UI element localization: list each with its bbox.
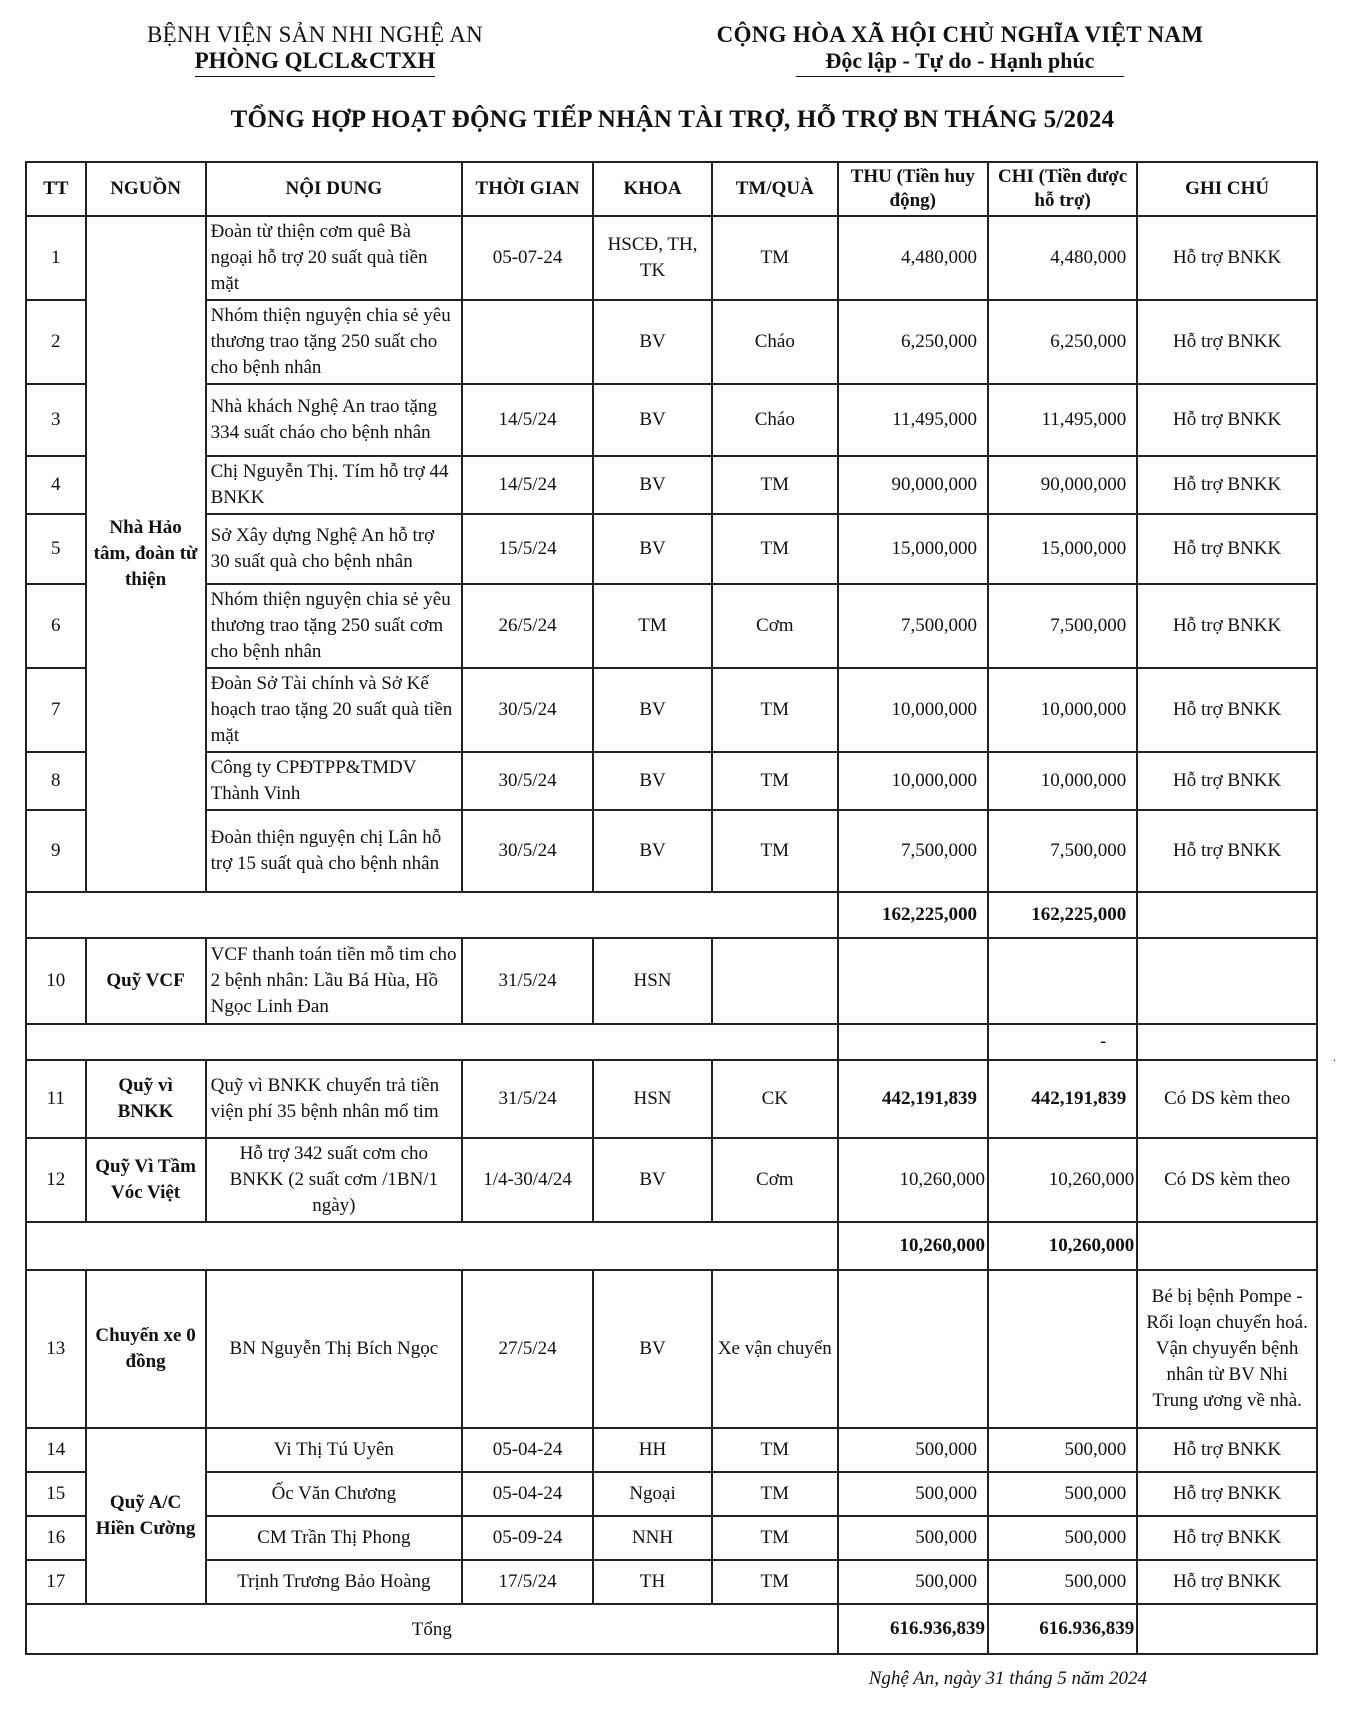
cell-tmqua: TM <box>712 752 838 810</box>
cell-chi: 500,000 <box>988 1560 1137 1604</box>
cell-chi: 7,500,000 <box>988 584 1137 668</box>
subtotal-spacer <box>26 892 838 938</box>
cell-thu: 10,000,000 <box>838 752 988 810</box>
cell-noidung: Đoàn Sở Tài chính và Sở Kế hoạch trao tặng 20 suất quà tiền mặt <box>206 668 462 752</box>
table-row <box>26 584 1317 668</box>
cell-tt: 15 <box>26 1472 86 1516</box>
cell-thu: 500,000 <box>838 1560 988 1604</box>
table-row <box>26 1428 1317 1472</box>
cell-noidung: Công ty CPĐTPP&TMDV Thành Vinh <box>206 752 462 810</box>
cell-thoigian: 27/5/24 <box>462 1270 593 1428</box>
cell-thoigian: 31/5/24 <box>462 1060 593 1138</box>
cell-ghichu: Hỗ trợ BNKK <box>1137 1516 1317 1560</box>
cell-khoa: TM <box>593 584 712 668</box>
cell-chi: 500,000 <box>988 1472 1137 1516</box>
cell-thoigian: 26/5/24 <box>462 584 593 668</box>
state-header <box>690 22 1230 77</box>
subtotal-row <box>26 892 1317 938</box>
cell-thoigian: 14/5/24 <box>462 456 593 514</box>
subtotal-note <box>1137 1222 1317 1270</box>
subtotal-note <box>1137 1024 1317 1060</box>
total-label: Tổng <box>26 1604 838 1654</box>
cell-noidung: Ốc Văn Chương <box>206 1472 462 1516</box>
cell-ghichu: Hỗ trợ BNKK <box>1137 810 1317 892</box>
cell-chi: 90,000,000 <box>988 456 1137 514</box>
cell-chi: 500,000 <box>988 1516 1137 1560</box>
cell-noidung: Chị Nguyễn Thị. Tím hỗ trợ 44 BNKK <box>206 456 462 514</box>
cell-tt: 6 <box>26 584 86 668</box>
cell-chi: 442,191,839 <box>988 1060 1137 1138</box>
table-row <box>26 1472 1317 1516</box>
cell-tt: 11 <box>26 1060 86 1138</box>
table-row <box>26 456 1317 514</box>
cell-chi <box>988 1270 1137 1428</box>
col-header-tt: TT <box>26 162 86 216</box>
cell-chi: 500,000 <box>988 1428 1137 1472</box>
cell-tt: 9 <box>26 810 86 892</box>
sponsorship-table <box>25 161 1318 1655</box>
subtotal-chi: 162,225,000 <box>988 892 1137 938</box>
cell-tt: 3 <box>26 384 86 456</box>
cell-khoa: BV <box>593 456 712 514</box>
cell-thu: 4,480,000 <box>838 216 988 300</box>
org-header <box>120 22 510 77</box>
cell-khoa: BV <box>593 1270 712 1428</box>
col-header-khoa: KHOA <box>593 162 712 216</box>
cell-thoigian: 05-04-24 <box>462 1472 593 1516</box>
table-row <box>26 384 1317 456</box>
cell-chi: 6,250,000 <box>988 300 1137 384</box>
col-header-noidung: NỘI DUNG <box>206 162 462 216</box>
table-row <box>26 810 1317 892</box>
subtotal-spacer <box>26 1222 838 1270</box>
cell-ghichu: Có DS kèm theo <box>1137 1138 1317 1222</box>
cell-khoa: TH <box>593 1560 712 1604</box>
cell-ghichu: Hỗ trợ BNKK <box>1137 1428 1317 1472</box>
subtotal-spacer <box>26 1024 838 1060</box>
cell-noidung: Nhóm thiện nguyện chia sẻ yêu thương trao tặng 250 suất cơm cho bệnh nhân <box>206 584 462 668</box>
cell-khoa: HSCĐ, TH, TK <box>593 216 712 300</box>
subtotal-note <box>1137 892 1317 938</box>
cell-ghichu: Hỗ trợ BNKK <box>1137 668 1317 752</box>
cell-thoigian: 30/5/24 <box>462 810 593 892</box>
cell-thu: 6,250,000 <box>838 300 988 384</box>
cell-noidung: Vi Thị Tú Uyên <box>206 1428 462 1472</box>
table-row <box>26 938 1317 1024</box>
cell-thu <box>838 1270 988 1428</box>
table-row <box>26 1060 1317 1138</box>
source-group-philanthropists: Nhà Hảo tâm, đoàn từ thiện <box>86 216 206 892</box>
table-row <box>26 668 1317 752</box>
source-group-bnkk-fund: Quỹ vì BNKK <box>86 1060 206 1138</box>
cell-tmqua: TM <box>712 668 838 752</box>
subtotal-row <box>26 1024 1317 1060</box>
cell-thu: 10,000,000 <box>838 668 988 752</box>
col-header-tmqua: TM/QUÀ <box>712 162 838 216</box>
cell-ghichu: Hỗ trợ BNKK <box>1137 1472 1317 1516</box>
cell-tt: 13 <box>26 1270 86 1428</box>
hospital-name: BỆNH VIỆN SẢN NHI NGHỆ AN <box>146 22 484 47</box>
table-row <box>26 752 1317 810</box>
table-row <box>26 514 1317 584</box>
cell-thu: 442,191,839 <box>838 1060 988 1138</box>
cell-khoa: HH <box>593 1428 712 1472</box>
total-chi: 616.936,839 <box>988 1604 1137 1654</box>
cell-noidung: VCF thanh toán tiền mỗ tim cho 2 bệnh nhân: Lầu Bá Hùa, Hồ Ngọc Linh Đan <box>206 938 462 1024</box>
state-motto: Độc lập - Tự do - Hạnh phúc <box>796 48 1125 77</box>
cell-ghichu: Hỗ trợ BNKK <box>1137 584 1317 668</box>
cell-chi: 10,000,000 <box>988 752 1137 810</box>
cell-noidung: BN Nguyễn Thị Bích Ngọc <box>206 1270 462 1428</box>
cell-khoa: BV <box>593 514 712 584</box>
cell-tmqua: CK <box>712 1060 838 1138</box>
cell-noidung: Hỗ trợ 342 suất cơm cho BNKK (2 suất cơm /1BN/1 ngày) <box>206 1138 462 1222</box>
cell-khoa: BV <box>593 810 712 892</box>
cell-thu: 90,000,000 <box>838 456 988 514</box>
cell-tmqua: TM <box>712 1560 838 1604</box>
source-group-vcf: Quỹ VCF <box>86 938 206 1024</box>
cell-noidung: Đoàn từ thiện cơm quê Bà ngoại hỗ trợ 20 suất quà tiền mặt <box>206 216 462 300</box>
source-group-zero-dong-ride: Chuyến xe 0 đồng <box>86 1270 206 1428</box>
cell-thoigian: 05-07-24 <box>462 216 593 300</box>
cell-ghichu: Có DS kèm theo <box>1137 1060 1317 1138</box>
table-row <box>26 300 1317 384</box>
col-header-chi: CHI (Tiền được hỗ trợ) <box>988 162 1137 216</box>
cell-noidung: Nhà khách Nghệ An trao tặng 334 suất cháo cho bệnh nhân <box>206 384 462 456</box>
cell-thoigian: 05-09-24 <box>462 1516 593 1560</box>
cell-thu: 500,000 <box>838 1472 988 1516</box>
cell-tt: 12 <box>26 1138 86 1222</box>
cell-khoa: BV <box>593 384 712 456</box>
cell-chi: 11,495,000 <box>988 384 1137 456</box>
cell-chi: 10,260,000 <box>988 1138 1137 1222</box>
cell-thu: 11,495,000 <box>838 384 988 456</box>
cell-thu: 500,000 <box>838 1516 988 1560</box>
table-row <box>26 216 1317 300</box>
cell-ghichu: Hỗ trợ BNKK <box>1137 456 1317 514</box>
subtotal-thu <box>838 1024 988 1060</box>
cell-tmqua: Cháo <box>712 300 838 384</box>
cell-thu: 7,500,000 <box>838 584 988 668</box>
cell-tt: 4 <box>26 456 86 514</box>
cell-noidung: CM Trần Thị Phong <box>206 1516 462 1560</box>
cell-chi: 15,000,000 <box>988 514 1137 584</box>
subtotal-row <box>26 1222 1317 1270</box>
cell-thu <box>838 938 988 1024</box>
cell-tmqua: TM <box>712 1516 838 1560</box>
col-header-thu: THU (Tiền huy động) <box>838 162 988 216</box>
cell-tt: 17 <box>26 1560 86 1604</box>
cell-tmqua: TM <box>712 514 838 584</box>
source-group-tam-voc-viet: Quỹ Vì Tầm Vóc Việt <box>86 1138 206 1222</box>
cell-tt: 7 <box>26 668 86 752</box>
source-group-hien-cuong: Quỹ A/C Hiền Cường <box>86 1428 206 1604</box>
cell-tmqua: TM <box>712 1472 838 1516</box>
cell-khoa: BV <box>593 300 712 384</box>
col-header-nguon: NGUỒN <box>86 162 206 216</box>
cell-thu: 15,000,000 <box>838 514 988 584</box>
cell-noidung: Nhóm thiện nguyện chia sẻ yêu thương trao tặng 250 suất cho cho bệnh nhân <box>206 300 462 384</box>
cell-ghichu: Hỗ trợ BNKK <box>1137 216 1317 300</box>
cell-tt: 16 <box>26 1516 86 1560</box>
col-header-thoigian: THỜI GIAN <box>462 162 593 216</box>
table-row <box>26 1516 1317 1560</box>
cell-thoigian: 14/5/24 <box>462 384 593 456</box>
cell-tmqua: Cơm <box>712 584 838 668</box>
cell-tmqua: Cháo <box>712 384 838 456</box>
cell-noidung: Sở Xây dựng Nghệ An hỗ trợ 30 suất quà cho bệnh nhân <box>206 514 462 584</box>
cell-thoigian: 05-04-24 <box>462 1428 593 1472</box>
cell-ghichu: Hỗ trợ BNKK <box>1137 1560 1317 1604</box>
cell-tmqua: Xe vận chuyển <box>712 1270 838 1428</box>
cell-thoigian: 15/5/24 <box>462 514 593 584</box>
cell-tt: 14 <box>26 1428 86 1472</box>
cell-chi <box>988 938 1137 1024</box>
cell-thoigian: 1/4-30/4/24 <box>462 1138 593 1222</box>
stray-mark: . <box>1333 1050 1336 1064</box>
cell-noidung: Trịnh Trương Bảo Hoàng <box>206 1560 462 1604</box>
signature-date: Nghệ An, ngày 31 tháng 5 năm 2024 <box>868 1668 1147 1689</box>
table-header-row <box>26 162 1317 216</box>
cell-tmqua: TM <box>712 1428 838 1472</box>
subtotal-thu: 10,260,000 <box>838 1222 988 1270</box>
cell-thu: 10,260,000 <box>838 1138 988 1222</box>
cell-tt: 5 <box>26 514 86 584</box>
cell-tt: 2 <box>26 300 86 384</box>
table-row <box>26 1560 1317 1604</box>
cell-tmqua <box>712 938 838 1024</box>
total-thu: 616.936,839 <box>838 1604 988 1654</box>
cell-tt: 1 <box>26 216 86 300</box>
cell-chi: 7,500,000 <box>988 810 1137 892</box>
department-name: PHÒNG QLCL&CTXH <box>195 48 436 77</box>
table-row <box>26 1138 1317 1222</box>
cell-thoigian: 30/5/24 <box>462 668 593 752</box>
cell-khoa: BV <box>593 752 712 810</box>
cell-thoigian: 17/5/24 <box>462 1560 593 1604</box>
cell-tmqua: TM <box>712 456 838 514</box>
subtotal-chi: - <box>988 1024 1137 1060</box>
cell-thoigian: 31/5/24 <box>462 938 593 1024</box>
cell-tmqua: TM <box>712 216 838 300</box>
cell-tmqua: TM <box>712 810 838 892</box>
cell-khoa: HSN <box>593 1060 712 1138</box>
table-row <box>26 1270 1317 1428</box>
cell-khoa: BV <box>593 668 712 752</box>
total-row <box>26 1604 1317 1654</box>
cell-ghichu <box>1137 938 1317 1024</box>
cell-ghichu: Hỗ trợ BNKK <box>1137 300 1317 384</box>
cell-tt: 8 <box>26 752 86 810</box>
document-title: TỔNG HỢP HOẠT ĐỘNG TIẾP NHẬN TÀI TRỢ, HỖ TRỢ BN THÁNG 5/2024 <box>230 106 1115 133</box>
cell-thu: 500,000 <box>838 1428 988 1472</box>
cell-tmqua: Cơm <box>712 1138 838 1222</box>
cell-tt: 10 <box>26 938 86 1024</box>
cell-chi: 4,480,000 <box>988 216 1137 300</box>
cell-noidung: Quỹ vì BNKK chuyển trả tiền viện phí 35 bệnh nhân mổ tim <box>206 1060 462 1138</box>
cell-thoigian: 30/5/24 <box>462 752 593 810</box>
total-note <box>1137 1604 1317 1654</box>
subtotal-thu: 162,225,000 <box>838 892 988 938</box>
subtotal-chi: 10,260,000 <box>988 1222 1137 1270</box>
cell-khoa: NNH <box>593 1516 712 1560</box>
cell-khoa: BV <box>593 1138 712 1222</box>
cell-ghichu: Bé bị bệnh Pompe - Rối loạn chuyển hoá. Vận chyuyển bệnh nhân từ BV Nhi Trung ương về nhà. <box>1137 1270 1317 1428</box>
cell-khoa: HSN <box>593 938 712 1024</box>
col-header-ghichu: GHI CHÚ <box>1137 162 1317 216</box>
cell-ghichu: Hỗ trợ BNKK <box>1137 514 1317 584</box>
cell-noidung: Đoàn thiện nguyện chị Lân hỗ trợ 15 suất quà cho bệnh nhân <box>206 810 462 892</box>
state-name: CỘNG HÒA XÃ HỘI CHỦ NGHĨA VIỆT NAM <box>716 22 1204 47</box>
cell-thu: 7,500,000 <box>838 810 988 892</box>
cell-khoa: Ngoại <box>593 1472 712 1516</box>
cell-thoigian <box>462 300 593 384</box>
cell-ghichu: Hỗ trợ BNKK <box>1137 752 1317 810</box>
cell-ghichu: Hỗ trợ BNKK <box>1137 384 1317 456</box>
cell-chi: 10,000,000 <box>988 668 1137 752</box>
